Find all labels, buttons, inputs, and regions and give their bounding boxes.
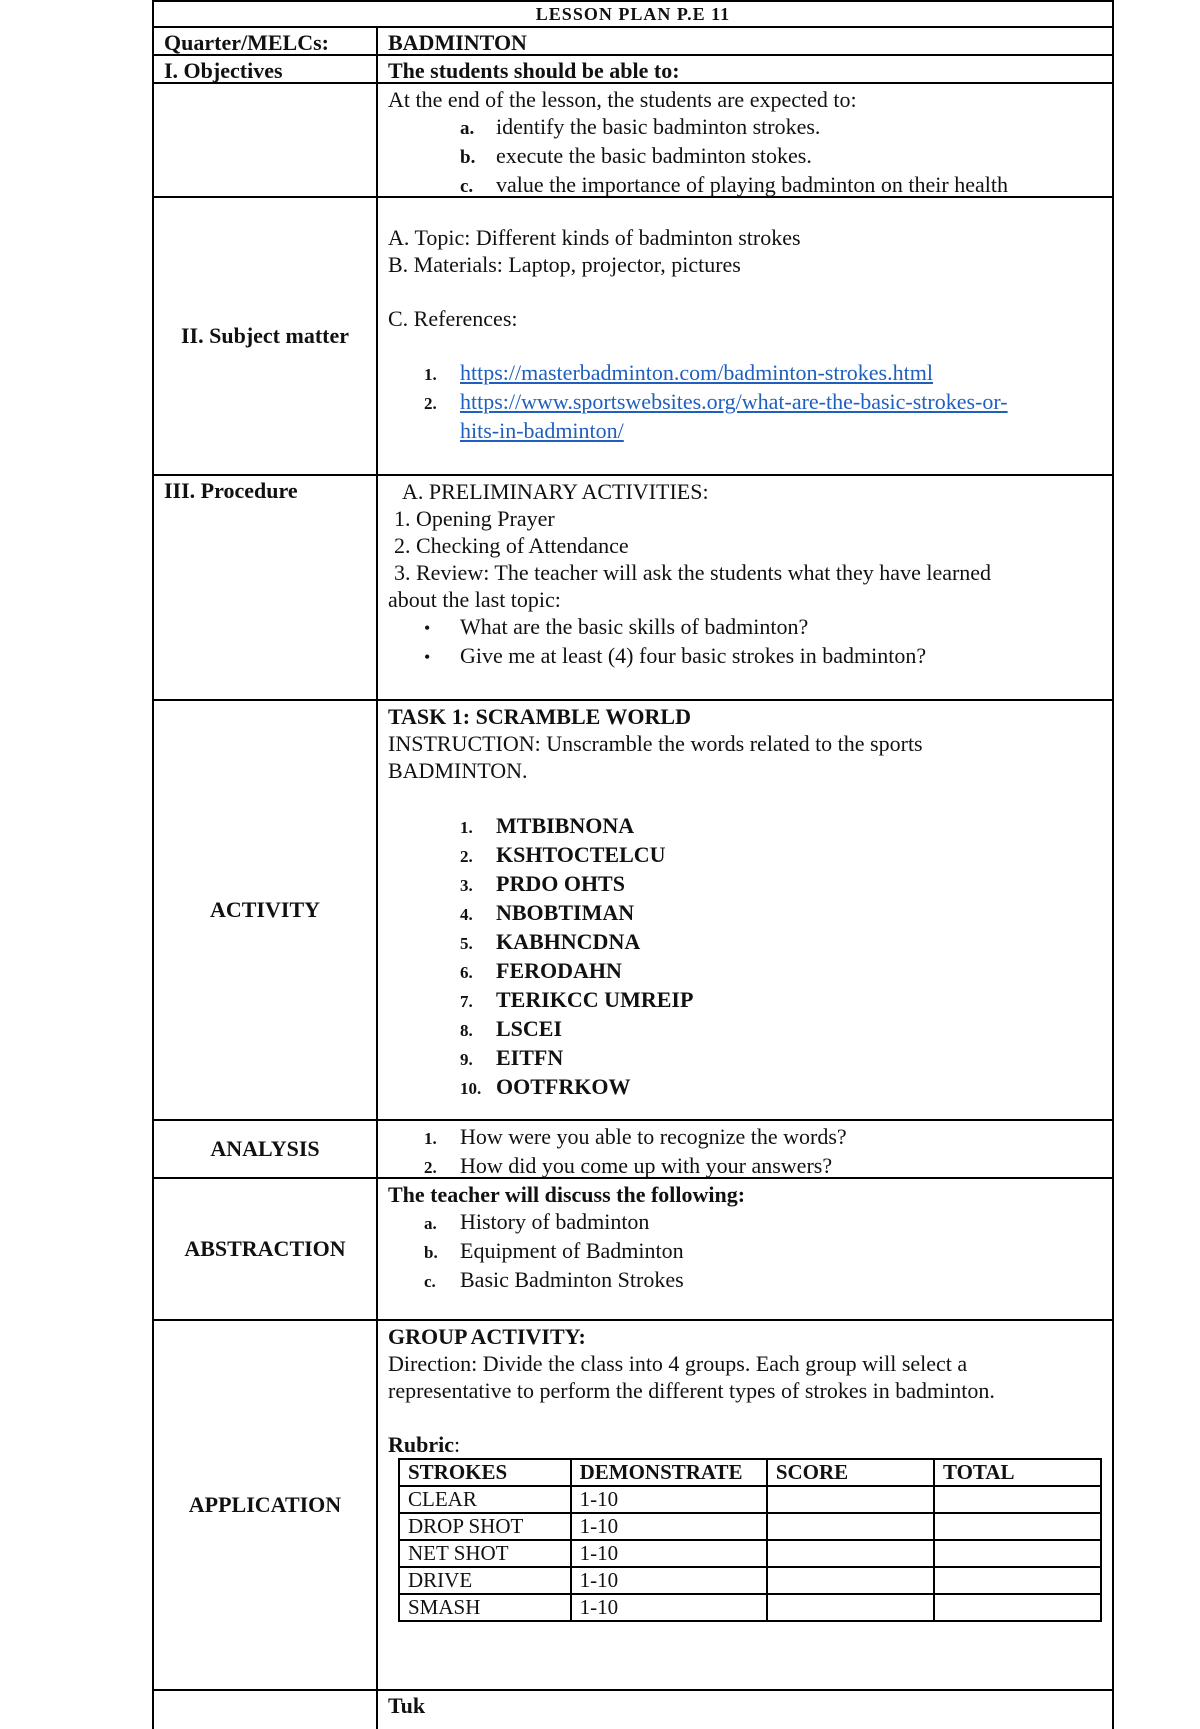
rubric-table-wrap	[388, 1458, 1102, 1628]
reference-item: 1. https://masterbadminton.com/badminton-strokes.html	[424, 360, 933, 385]
scramble-word: 2. KSHTOCTELCU	[460, 842, 666, 867]
scramble-word: 6. FERODAHN	[460, 958, 622, 983]
reference-item-cont	[388, 417, 1102, 444]
analysis-row	[152, 1119, 1114, 1177]
direction-line: representative to perform the different types of strokes in badminton.	[388, 1378, 995, 1403]
abstraction-row	[152, 1177, 1114, 1319]
rubric-cell	[767, 1594, 934, 1621]
application-header: GROUP ACTIVITY:	[388, 1324, 586, 1349]
scramble-word: 5. KABHNCDNA	[460, 929, 641, 954]
quarter-value: BADMINTON	[388, 30, 527, 55]
table-row	[399, 1594, 1101, 1621]
objectives-intro: At the end of the lesson, the students are expected to:	[388, 87, 857, 112]
procedure-line: 1. Opening Prayer	[394, 506, 555, 531]
application-label: APPLICATION	[154, 1321, 378, 1689]
quarter-row	[152, 26, 1114, 54]
objectives-body-row	[152, 82, 1114, 196]
objectives-header: The students should be able to:	[388, 58, 680, 83]
scramble-word: 4. NBOBTIMAN	[460, 900, 635, 925]
subject-matter-row	[152, 196, 1114, 474]
rubric-cell: DROP SHOT	[399, 1513, 571, 1540]
rubric-header-cell: DEMONSTRATE	[571, 1459, 767, 1486]
procedure-line: 3. Review: The teacher will ask the students what they have learned	[394, 560, 992, 585]
rubric-cell: 1-10	[571, 1567, 767, 1594]
procedure-label: III. Procedure	[154, 476, 378, 699]
rubric-cell	[934, 1486, 1101, 1513]
procedure-bullet: • What are the basic skills of badminton?	[388, 613, 1102, 642]
rubric-cell	[767, 1513, 934, 1540]
objective-item: c. value the importance of playing badminton on their health	[460, 172, 1008, 197]
rubric-label: Rubric:	[388, 1432, 461, 1457]
objective-item: b. execute the basic badminton stokes.	[460, 143, 812, 168]
references-label: C. References:	[388, 306, 518, 331]
rubric-table	[398, 1458, 1102, 1622]
rubric-cell: NET SHOT	[399, 1540, 571, 1567]
procedure-line: about the last topic:	[388, 587, 561, 612]
rubric-header-cell: STROKES	[399, 1459, 571, 1486]
title-row	[152, 0, 1114, 26]
abstraction-header: The teacher will discuss the following:	[388, 1182, 746, 1207]
topic-text: A. Topic: Different kinds of badminton strokes	[388, 225, 801, 250]
analysis-item: 1. How were you able to recognize the words?	[424, 1124, 847, 1149]
activity-body	[378, 701, 1112, 1119]
rubric-cell	[934, 1594, 1101, 1621]
procedure-body	[378, 476, 1112, 699]
rubric-cell	[767, 1567, 934, 1594]
application-body	[378, 1321, 1112, 1689]
activity-label: ACTIVITY	[154, 701, 378, 1119]
rubric-cell	[934, 1540, 1101, 1567]
scramble-word: 7. TERIKCC UMREIP	[460, 987, 694, 1012]
procedure-line: A. PRELIMINARY ACTIVITIES:	[402, 479, 709, 504]
table-row	[399, 1513, 1101, 1540]
reference-link[interactable]: https://www.sportswebsites.org/what-are-the-basic-strokes-or-	[460, 389, 1008, 414]
scramble-word: 9. EITFN	[460, 1045, 564, 1070]
objectives-empty-cell	[154, 84, 378, 196]
rubric-cell: SMASH	[399, 1594, 571, 1621]
next-row	[152, 1689, 1114, 1729]
procedure-row	[152, 474, 1114, 699]
rubric-header-cell: SCORE	[767, 1459, 934, 1486]
rubric-cell: 1-10	[571, 1486, 767, 1513]
abstraction-item: b. Equipment of Badminton	[424, 1238, 684, 1263]
rubric-header-cell: TOTAL	[934, 1459, 1101, 1486]
rubric-cell: CLEAR	[399, 1486, 571, 1513]
bullet-icon: •	[424, 647, 431, 667]
objectives-body	[378, 84, 1112, 196]
abstraction-body	[378, 1179, 1112, 1319]
rubric-cell	[934, 1567, 1101, 1594]
instruction-line: BADMINTON.	[388, 758, 528, 783]
materials-text: B. Materials: Laptop, projector, pictures	[388, 252, 741, 277]
analysis-item: 2. How did you come up with your answers?	[424, 1153, 833, 1178]
procedure-line: 2. Checking of Attendance	[394, 533, 629, 558]
objectives-label: I. Objectives	[154, 56, 378, 82]
rubric-cell: 1-10	[571, 1594, 767, 1621]
table-row	[399, 1567, 1101, 1594]
scramble-word: 8. LSCEI	[460, 1016, 563, 1041]
analysis-body	[378, 1121, 1112, 1177]
rubric-cell: 1-10	[571, 1513, 767, 1540]
abstraction-item: c. Basic Badminton Strokes	[424, 1267, 684, 1292]
scramble-word: 3. PRDO OHTS	[460, 871, 625, 896]
reference-link-cont[interactable]: hits-in-badminton/	[460, 418, 624, 443]
document-title: LESSON PLAN P.E 11	[535, 3, 731, 24]
next-row-text: Tuk	[388, 1693, 426, 1718]
instruction-line: INSTRUCTION: Unscramble the words related to the sports	[388, 731, 923, 756]
abstraction-item: a. History of badminton	[424, 1209, 650, 1234]
application-row	[152, 1319, 1114, 1689]
bullet-icon: •	[424, 618, 431, 638]
rubric-cell	[767, 1540, 934, 1567]
task-title: TASK 1: SCRAMBLE WORLD	[388, 704, 691, 729]
activity-row	[152, 699, 1114, 1119]
quarter-label: Quarter/MELCs:	[154, 28, 378, 54]
table-header-row	[399, 1459, 1101, 1486]
objective-item: a. identify the basic badminton strokes.	[460, 114, 821, 139]
lesson-plan-document	[152, 0, 1114, 1729]
table-row	[399, 1486, 1101, 1513]
rubric-cell	[934, 1513, 1101, 1540]
next-empty-cell	[154, 1691, 378, 1729]
scramble-word: 10. OOTFRKOW	[460, 1074, 631, 1099]
subject-matter-body	[378, 198, 1112, 474]
objectives-header-row	[152, 54, 1114, 82]
subject-matter-label: II. Subject matter	[154, 198, 378, 474]
rubric-cell	[767, 1486, 934, 1513]
table-row	[399, 1540, 1101, 1567]
reference-item: 2. https://www.sportswebsites.org/what-are-the-basic-strokes-or-	[424, 389, 1008, 414]
scramble-word: 1. MTBIBNONA	[460, 813, 635, 838]
reference-link[interactable]: https://masterbadminton.com/badminton-strokes.html	[460, 360, 933, 385]
direction-line: Direction: Divide the class into 4 groups. Each group will select a	[388, 1351, 968, 1376]
abstraction-label: ABSTRACTION	[154, 1179, 378, 1319]
procedure-bullet: • Give me at least (4) four basic strokes in badminton?	[388, 642, 1102, 671]
rubric-cell: 1-10	[571, 1540, 767, 1567]
rubric-cell: DRIVE	[399, 1567, 571, 1594]
analysis-label: ANALYSIS	[154, 1121, 378, 1177]
